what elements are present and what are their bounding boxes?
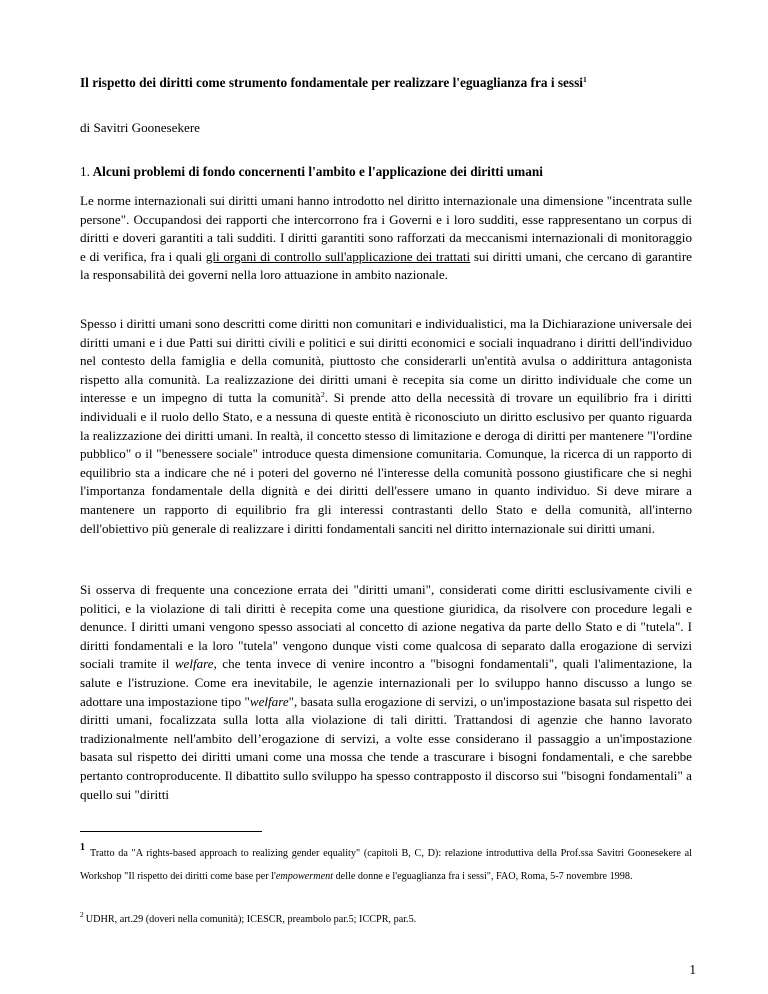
- paragraph-3-text-c: ", basata sulla erogazione di servizi, o un'impostazione basata sul rispetto dei diritti umani, focalizzata sulla lotta alla violazione di tali diritti. Trattandosi di agenzie che hanno lavorato tradizionalmente nell'ambito dell’erogazione di servizi, a volte esse considerano il passaggio a un'impostazione basata sul rispetto dei diritti umani come una mossa che tende a trascurare i bisogni fondamentali, e che sarebbe pertanto controproducente. Il dibattito sullo sviluppo ha spesso contrapposto il discorso sui "bisogni fondamentali" a quello sui "diritti: [80, 693, 692, 802]
- document-title: [80, 74, 692, 93]
- section-heading: [80, 163, 692, 182]
- title-text: Il rispetto dei diritti come strumento fondamentale per realizzare l'eguaglianza fra i sessi: [80, 75, 583, 90]
- footnote-2-mark[interactable]: 2: [321, 390, 325, 400]
- title-footnote-mark[interactable]: 1: [582, 75, 587, 84]
- paragraph-1-text-b: sui diritti umani, che cercano di garantire la responsabilità dei governi nella loro attuazione in ambito nazionale.: [80, 248, 692, 283]
- paragraph-2-text-a: Spesso i diritti umani sono descritti come diritti non comunitari e individualistici, ma la Dichiarazione universale dei diritti umani e i due Patti sui diritti civili e politici e sui diritti economici e sociali inquadrano i diritti dell'individuo nel contesto della famiglia e della comunità, piuttosto che considerarli un'entità avulsa o addirittura antagonista rispetto alla comunità. La realizzazione dei diritti umani è recepita sia come un diritto individuale che come un interesse e un impegno di tutta la comunità: [80, 316, 692, 406]
- footnote-1: [80, 843, 692, 888]
- section-number: 1.: [80, 164, 90, 179]
- page-number: 1: [689, 962, 696, 977]
- footnote-2: [80, 910, 692, 927]
- footnote-2-text: UDHR, art.29 (doveri nella comunità); ICESCR, preambolo par.5; ICCPR, par.5.: [85, 914, 417, 925]
- footnote-separator: [80, 831, 262, 832]
- paragraph-1: [80, 192, 692, 285]
- italic-term: welfare: [174, 656, 214, 672]
- paragraph-3: [80, 581, 692, 804]
- footnote-1-text-a: Tratto da "A rights-based approach to realizing gender equality" (capitoli B, C, D): relazione introduttiva della Prof.ssa Savitri Goonesekere al Workshop "Il rispetto dei diritti come base per l': [80, 848, 692, 882]
- paragraph-3-text-a: Si osserva di frequente una concezione errata dei "diritti umani", considerati come diritti esclusivamente civili e politici, e la violazione di tali diritti è recepita come una questione giuridica, da risolvere con procedure legali e denunce. I diritti umani vengono spesso associati al concetto di azione negativa da parte dello Stato e di "tutela". I diritti fondamentali e la loro "tutela" vengono dunque visti come qualcosa di separato dalla erogazione di servizi sociali tramite il: [80, 582, 692, 672]
- footnote-2-number: 2: [80, 910, 84, 919]
- footnote-1-text-b: delle donne e l'eguaglianza fra i sessi", FAO, Roma, 5-7 novembre 1998.: [333, 870, 633, 882]
- paragraph-1-text-a: Le norme internazionali sui diritti umani hanno introdotto nel diritto internazionale una dimensione "incentrata sulle persone". Occupandosi dei rapporti che intercorrono fra i Governi e i loro sudditi, esse rappresentano un corpus di diritti e doveri garantiti a tali sudditi. I diritti garantiti sono rafforzati da meccanismi internazionali di monitoraggio e di verifica, fra i quali: [80, 193, 692, 264]
- paragraph-2-text-b: . Si prende atto della necessità di trovare un equilibrio fra i diritti individuali e il ruolo dello Stato, e a nessuna di queste entità è riconosciuto un diritto esclusivo per quanto riguarda la realizzazione dei diritti umani. In realtà, il concetto stesso di limitazione e deroga di diritti per mantenere "l'ordine pubblico" o il "benessere sociale" introduce questa dimensione comunitaria. Comunque, la ricerca di un rapporto di equilibrio sta a indicare che né i poteri del governo né l'interesse della comunità possono giustificare che si neghi l'importanza fondamentale della dignità e dei diritti dell'essere umano in quanto individuo. Si deve mirare a mantenere un rapporto di equilibrio fra gli interessi contrastanti dello Stato e della comunità, all'interno dell'obiettivo più generale di realizzare i diritti fondamentali sanciti nel diritto internazionale sui diritti umani.: [80, 390, 692, 536]
- footnote-1-number: 1: [80, 842, 85, 853]
- footnote-1-italic: empowerment: [275, 870, 334, 882]
- italic-term: welfare: [249, 693, 289, 709]
- author-line: di Savitri Goonesekere: [80, 120, 200, 135]
- underlined-phrase: gli organi di controllo sull'applicazione dei trattati: [205, 248, 471, 264]
- paragraph-3-text-b: , che tenta invece di venire incontro a "bisogni fondamentali", quali l'alimentazione, la salute e l'istruzione. Come era inevitabile, le agenzie internazionali per lo sviluppo hanno discusso a lungo se adottare una impostazione tipo ": [80, 656, 693, 709]
- paragraph-2: [80, 315, 692, 538]
- section-title: Alcuni problemi di fondo concernenti l'ambito e l'applicazione dei diritti umani: [92, 164, 543, 179]
